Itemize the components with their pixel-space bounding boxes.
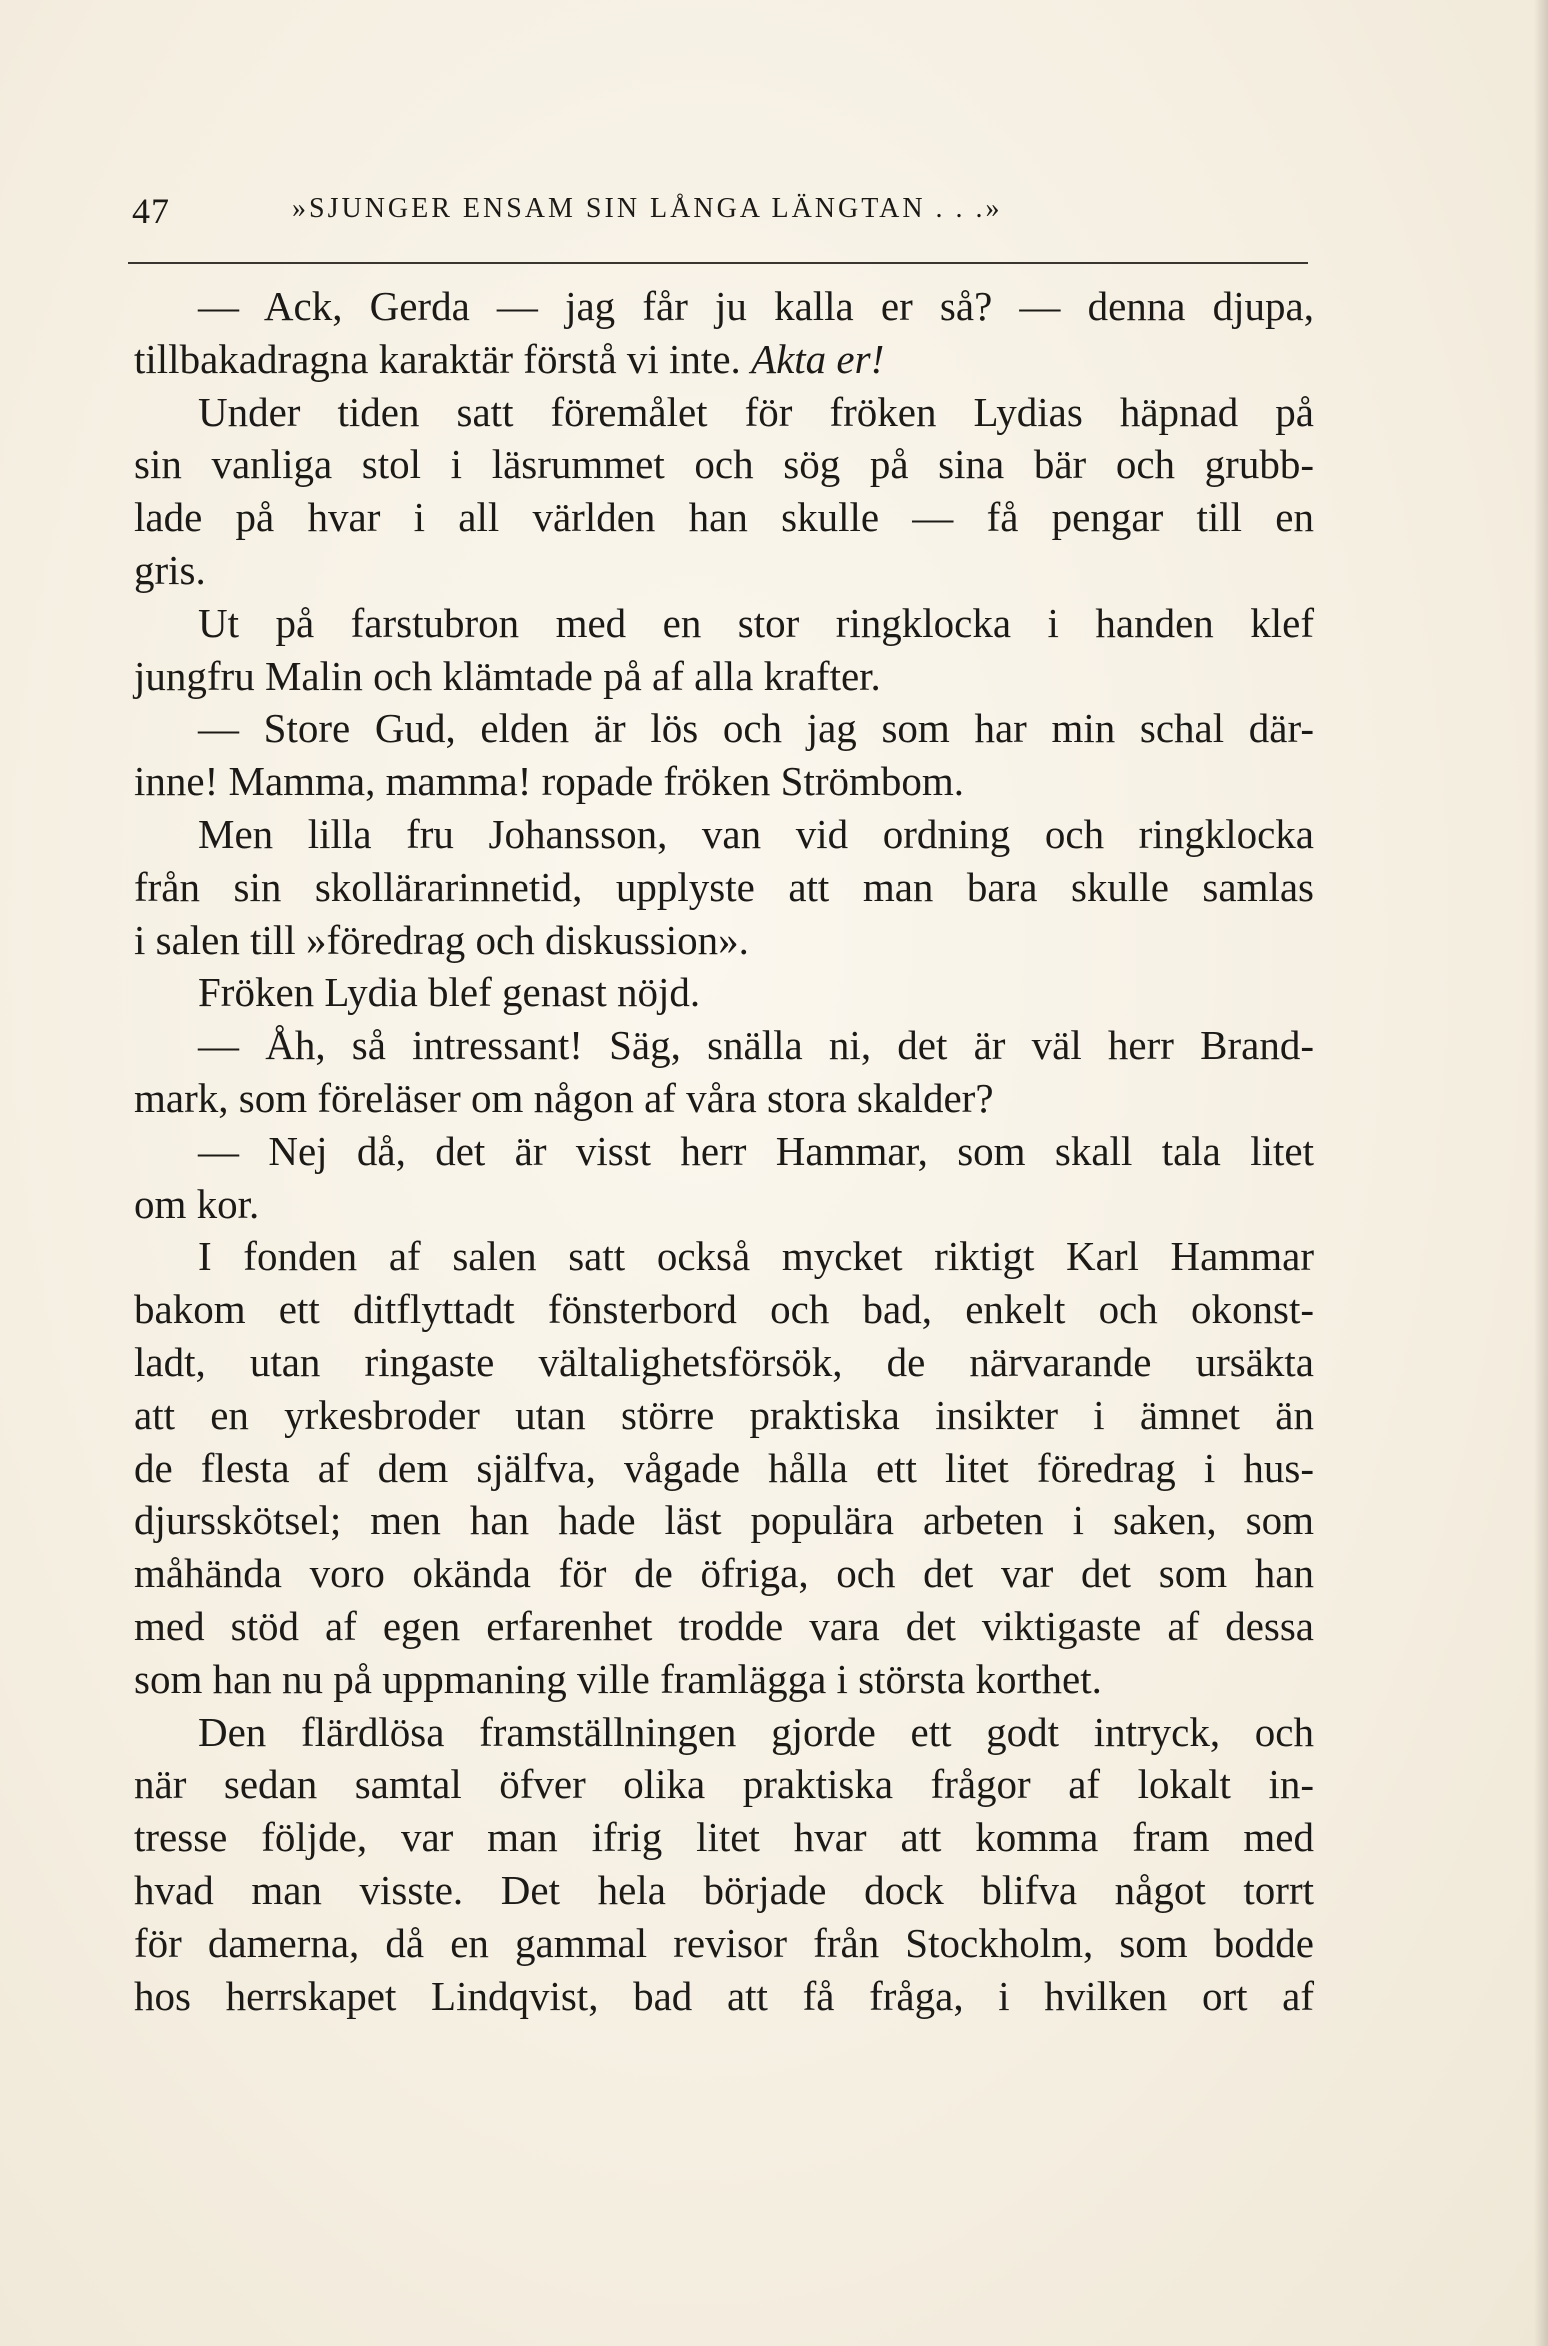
text-line: tresse följde, var man ifrig litet hvar att komma fram med bbox=[134, 1814, 1314, 1861]
text-line: hvad man visste. Det hela började dock blifva något torrt bbox=[134, 1866, 1314, 1913]
text-line: Ut på farstubron med en stor ringklocka i handen klef bbox=[198, 599, 1314, 646]
text-line: sin vanliga stol i läsrummet och sög på sina bär och grubb- bbox=[134, 441, 1314, 488]
text-line: som han nu på uppmaning ville framlägga i största korthet. bbox=[134, 1655, 1102, 1702]
text-line: om kor. bbox=[134, 1180, 260, 1227]
text-line: Den flärdlösa framställningen gjorde ett godt intryck, och bbox=[198, 1708, 1314, 1755]
text-line: gris. bbox=[134, 546, 206, 593]
text-line: tillbakadragna karaktär förstå vi inte. Akta er! bbox=[134, 335, 885, 382]
text-line: — Nej då, det är visst herr Hammar, som skall tala litet bbox=[198, 1127, 1314, 1174]
text-line: hos herrskapet Lindqvist, bad att få fråga, i hvilken ort af bbox=[134, 1972, 1314, 2019]
text-line: de flesta af dem själfva, vågade hålla ett litet föredrag i hus- bbox=[134, 1444, 1314, 1491]
header-rule bbox=[128, 262, 1308, 264]
text-line: ladt, utan ringaste vältalighetsförsök, de närvarande ursäkta bbox=[134, 1338, 1314, 1385]
text-line: mark, som föreläser om någon af våra stora skalder? bbox=[134, 1074, 994, 1121]
body-text bbox=[134, 280, 1314, 2022]
text-line: jungfru Malin och klämtade på af alla krafter. bbox=[134, 652, 881, 699]
text-line: Fröken Lydia blef genast nöjd. bbox=[198, 969, 701, 1016]
text-line: att en yrkesbroder utan större praktiska insikter i ämnet än bbox=[134, 1391, 1314, 1438]
running-title: »SJUNGER ENSAM SIN LÅNGA LÄNGTAN . . .» bbox=[292, 193, 1003, 224]
page-edge-shadow bbox=[1534, 0, 1548, 2346]
text-line: från sin skollärarinnetid, upplyste att man bara skulle samlas bbox=[134, 863, 1314, 910]
text-line: — Åh, så intressant! Säg, snälla ni, det är väl herr Brand- bbox=[198, 1022, 1314, 1069]
text-line: när sedan samtal öfver olika praktiska frågor af lokalt in- bbox=[134, 1761, 1314, 1808]
text-line: inne! Mamma, mamma! ropade fröken Strömbom. bbox=[134, 758, 965, 805]
page-number: 47 bbox=[132, 191, 170, 231]
text-line: med stöd af egen erfarenhet trodde vara det viktigaste af dessa bbox=[134, 1602, 1314, 1649]
text-line: I fonden af salen satt också mycket riktigt Karl Hammar bbox=[198, 1233, 1314, 1280]
italic-phrase: Akta er! bbox=[751, 335, 885, 382]
text-line: i salen till »föredrag och diskussion». bbox=[134, 916, 749, 963]
running-head bbox=[132, 190, 1304, 250]
text-line: Men lilla fru Johansson, van vid ordning och ringklocka bbox=[198, 810, 1314, 857]
text-line: måhända voro okända för de öfriga, och det var det som han bbox=[134, 1550, 1314, 1597]
text-line: Under tiden satt föremålet för fröken Lydias häpnad på bbox=[198, 388, 1314, 435]
text-line: bakom ett ditflyttadt fönsterbord och bad, enkelt och okonst- bbox=[134, 1286, 1314, 1333]
text-line: — Ack, Gerda — jag får ju kalla er så? — denna djupa, bbox=[198, 283, 1314, 329]
text-line: för damerna, då en gammal revisor från Stockholm, som bodde bbox=[134, 1919, 1314, 1966]
text-line: lade på hvar i all världen han skulle — få pengar till en bbox=[134, 494, 1314, 541]
text-line: djursskötsel; men han hade läst populära arbeten i saken, som bbox=[134, 1497, 1314, 1544]
text-line: — Store Gud, elden är lös och jag som har min schal där- bbox=[198, 705, 1314, 752]
